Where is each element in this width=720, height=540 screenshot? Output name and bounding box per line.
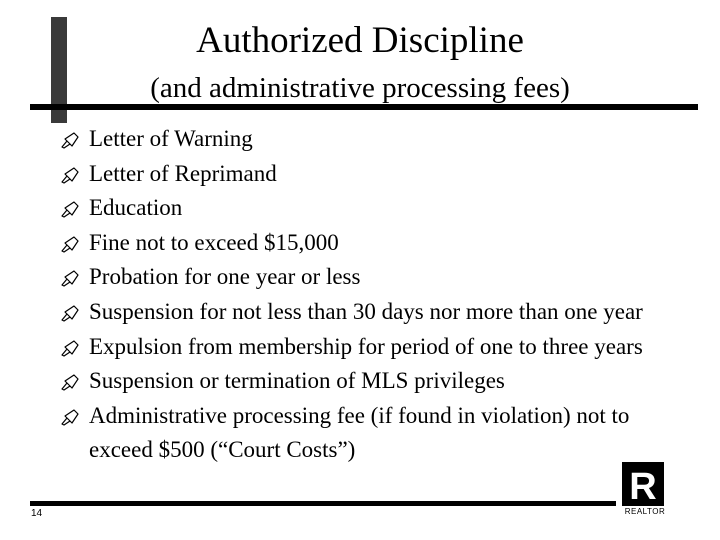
list-item (60, 191, 689, 226)
bullet-text: Probation for one year or less (89, 264, 361, 290)
pen-nib-bullet-icon (60, 373, 80, 391)
realtor-logo-icon (622, 462, 664, 506)
list-item (60, 157, 689, 192)
pen-nib-bullet-icon (60, 269, 80, 287)
bullet-list (60, 122, 689, 468)
pen-nib-bullet-icon (60, 200, 80, 218)
pen-nib-bullet-icon (60, 166, 80, 184)
pen-nib-bullet-icon (60, 339, 80, 357)
pen-nib-bullet-icon (60, 131, 80, 149)
page-number: 14 (31, 508, 43, 519)
list-item (60, 364, 689, 399)
bullet-text: Letter of Warning (89, 126, 253, 151)
bullet-text: Suspension for not less than 30 days nor more than one year (89, 298, 643, 324)
bullet-text: Expulsion from membership for period of one to three years (89, 333, 643, 359)
bullet-text: Administrative processing fee (if found in violation) not to exceed $500 (“Court Costs”) (89, 402, 630, 463)
list-item (60, 295, 689, 330)
slide-title: Authorized Discipline (196, 20, 524, 61)
bullet-text: Fine not to exceed $15,000 (89, 229, 339, 255)
pen-nib-bullet-icon (60, 408, 80, 426)
list-item (60, 226, 689, 261)
logo-letter: R (629, 466, 657, 506)
pen-nib-bullet-icon (60, 235, 80, 253)
pen-nib-bullet-icon (60, 304, 80, 322)
slide-subtitle: (and administrative processing fees) (150, 72, 570, 104)
logo-caption: REALTOR (624, 507, 666, 516)
list-item (60, 260, 689, 295)
bullet-text: Education (89, 195, 183, 221)
list-item (60, 399, 689, 468)
bullet-text: Suspension or termination of MLS privileges (89, 368, 505, 394)
footer-divider (30, 501, 616, 506)
list-item (60, 122, 689, 157)
list-item (60, 330, 689, 365)
bullet-text: Letter of Reprimand (89, 160, 277, 186)
